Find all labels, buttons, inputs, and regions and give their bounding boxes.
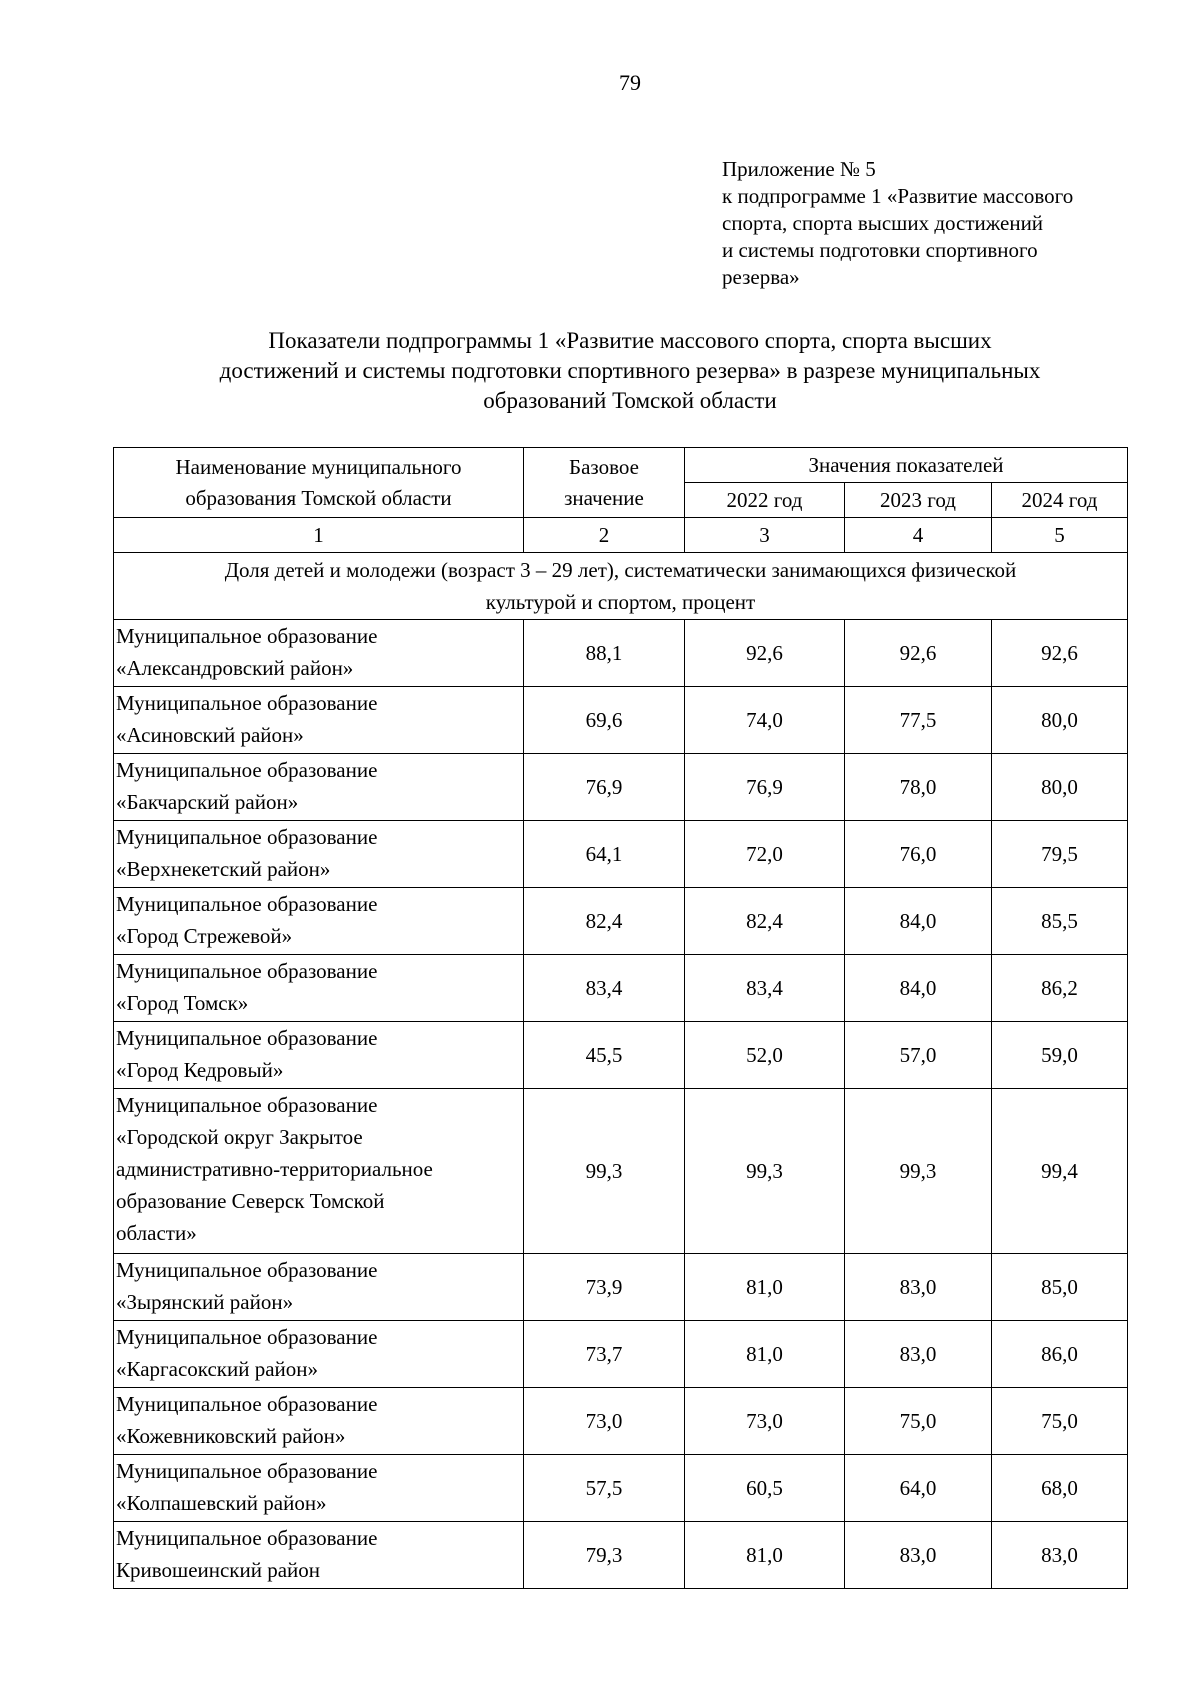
base-value: 82,4 [524, 888, 685, 955]
name-line: Муниципальное образование [116, 691, 378, 715]
column-number: 4 [845, 518, 992, 553]
table-header-row [114, 448, 1128, 483]
value-2022: 99,3 [685, 1089, 845, 1254]
name-line: Муниципальное образование [116, 624, 378, 648]
value-2024: 85,5 [992, 888, 1128, 955]
indicators-table [113, 447, 1128, 1589]
column-number: 3 [685, 518, 845, 553]
value-2022: 81,0 [685, 1321, 845, 1388]
appendix-line: резерва» [722, 265, 800, 289]
name-line: Муниципальное образование [116, 1459, 378, 1483]
base-value: 64,1 [524, 821, 685, 888]
municipality-name [114, 888, 524, 955]
value-2024: 92,6 [992, 620, 1128, 687]
municipality-name [114, 687, 524, 754]
municipality-name [114, 955, 524, 1022]
base-value: 73,0 [524, 1388, 685, 1455]
value-2024: 80,0 [992, 754, 1128, 821]
table-row [114, 1455, 1128, 1522]
value-2022: 73,0 [685, 1388, 845, 1455]
value-2022: 76,9 [685, 754, 845, 821]
value-2022: 72,0 [685, 821, 845, 888]
value-2022: 52,0 [685, 1022, 845, 1089]
section-row [114, 553, 1128, 620]
appendix-line: к подпрограмме 1 «Развитие массового [722, 184, 1074, 208]
value-2022: 81,0 [685, 1254, 845, 1321]
name-line: Муниципальное образование [116, 892, 378, 916]
municipality-name [114, 1089, 524, 1254]
name-line: «Город Томск» [116, 991, 249, 1015]
municipality-name [114, 1388, 524, 1455]
value-2023: 77,5 [845, 687, 992, 754]
name-line: «Александровский район» [116, 656, 354, 680]
table-row [114, 1321, 1128, 1388]
name-line: «Городской округ Закрытое [116, 1125, 363, 1149]
table-row [114, 1022, 1128, 1089]
name-line: области» [116, 1221, 197, 1245]
municipality-name [114, 1455, 524, 1522]
name-line: Муниципальное образование [116, 758, 378, 782]
appendix-line: Приложение № 5 [722, 157, 876, 181]
municipality-name [114, 620, 524, 687]
header-municipality [114, 448, 524, 518]
header-line: Базовое [569, 454, 639, 479]
table-row [114, 888, 1128, 955]
table-row [114, 1089, 1128, 1254]
base-value: 45,5 [524, 1022, 685, 1089]
name-line: «Асиновский район» [116, 723, 304, 747]
value-2023: 83,0 [845, 1522, 992, 1589]
name-line: административно-территориальное [116, 1157, 433, 1181]
table-row [114, 754, 1128, 821]
value-2023: 83,0 [845, 1321, 992, 1388]
page-number: 79 [619, 70, 641, 95]
table-row [114, 1254, 1128, 1321]
municipality-name [114, 1022, 524, 1089]
value-2022: 92,6 [685, 620, 845, 687]
base-value: 76,9 [524, 754, 685, 821]
document-title [110, 326, 1150, 416]
table-row [114, 1388, 1128, 1455]
appendix-line: спорта, спорта высших достижений [722, 211, 1044, 235]
base-value: 79,3 [524, 1522, 685, 1589]
section-title [114, 553, 1128, 620]
base-value: 73,9 [524, 1254, 685, 1321]
column-number: 2 [524, 518, 685, 553]
value-2024: 99,4 [992, 1089, 1128, 1254]
value-2022: 60,5 [685, 1455, 845, 1522]
municipality-name [114, 754, 524, 821]
header-line: значение [564, 485, 644, 510]
name-line: «Верхнекетский район» [116, 857, 331, 881]
name-line: Муниципальное образование [116, 1392, 378, 1416]
name-line: «Город Кедровый» [116, 1058, 284, 1082]
name-line: «Каргасокский район» [116, 1357, 319, 1381]
name-line: Муниципальное образование [116, 1093, 378, 1117]
value-2023: 78,0 [845, 754, 992, 821]
appendix-note [722, 156, 1162, 291]
value-2024: 68,0 [992, 1455, 1128, 1522]
name-line: Муниципальное образование [116, 1258, 378, 1282]
name-line: Муниципальное образование [116, 1325, 378, 1349]
title-line: Показатели подпрограммы 1 «Развитие массового спорта, спорта высших [268, 328, 992, 353]
value-2024: 75,0 [992, 1388, 1128, 1455]
value-2024: 79,5 [992, 821, 1128, 888]
section-line: культурой и спортом, процент [485, 590, 756, 614]
municipality-name [114, 821, 524, 888]
value-2023: 99,3 [845, 1089, 992, 1254]
section-line: Доля детей и молодежи (возраст 3 – 29 лет), систематически занимающихся физической [224, 558, 1017, 582]
table-row [114, 1522, 1128, 1589]
header-line: Наименование муниципального [175, 454, 462, 479]
value-2024: 80,0 [992, 687, 1128, 754]
title-line: достижений и системы подготовки спортивного резерва» в разрезе муниципальных [219, 358, 1041, 383]
appendix-line: и системы подготовки спортивного [722, 238, 1038, 262]
value-2022: 83,4 [685, 955, 845, 1022]
table-row [114, 821, 1128, 888]
value-2023: 64,0 [845, 1455, 992, 1522]
municipality-name [114, 1254, 524, 1321]
base-value: 73,7 [524, 1321, 685, 1388]
name-line: «Кожевниковский район» [116, 1424, 346, 1448]
name-line: образование Северск Томской [116, 1189, 385, 1213]
name-line: «Бакчарский район» [116, 790, 299, 814]
header-base-value [524, 448, 685, 518]
column-number: 5 [992, 518, 1128, 553]
value-2023: 57,0 [845, 1022, 992, 1089]
base-value: 69,6 [524, 687, 685, 754]
value-2023: 84,0 [845, 955, 992, 1022]
value-2024: 59,0 [992, 1022, 1128, 1089]
value-2024: 83,0 [992, 1522, 1128, 1589]
value-2023: 76,0 [845, 821, 992, 888]
column-number-row [114, 518, 1128, 553]
base-value: 83,4 [524, 955, 685, 1022]
name-line: Кривошеинский район [116, 1558, 321, 1582]
table-row [114, 620, 1128, 687]
value-2024: 86,2 [992, 955, 1128, 1022]
name-line: «Город Стрежевой» [116, 924, 293, 948]
table-row [114, 955, 1128, 1022]
column-number: 1 [114, 518, 524, 553]
name-line: Муниципальное образование [116, 825, 378, 849]
table-row [114, 687, 1128, 754]
value-2024: 86,0 [992, 1321, 1128, 1388]
name-line: Муниципальное образование [116, 959, 378, 983]
base-value: 88,1 [524, 620, 685, 687]
base-value: 57,5 [524, 1455, 685, 1522]
header-year-2022: 2022 год [685, 483, 845, 518]
value-2023: 92,6 [845, 620, 992, 687]
title-line: образований Томской области [483, 388, 777, 413]
value-2022: 81,0 [685, 1522, 845, 1589]
municipality-name [114, 1522, 524, 1589]
value-2023: 83,0 [845, 1254, 992, 1321]
header-year-2023: 2023 год [845, 483, 992, 518]
name-line: «Зырянский район» [116, 1290, 294, 1314]
name-line: Муниципальное образование [116, 1026, 378, 1050]
value-2023: 84,0 [845, 888, 992, 955]
header-values-group: Значения показателей [685, 448, 1128, 483]
header-line: образования Томской области [185, 485, 452, 510]
value-2022: 82,4 [685, 888, 845, 955]
name-line: Муниципальное образование [116, 1526, 378, 1550]
base-value: 99,3 [524, 1089, 685, 1254]
value-2024: 85,0 [992, 1254, 1128, 1321]
value-2023: 75,0 [845, 1388, 992, 1455]
name-line: «Колпашевский район» [116, 1491, 327, 1515]
value-2022: 74,0 [685, 687, 845, 754]
municipality-name [114, 1321, 524, 1388]
header-year-2024: 2024 год [992, 483, 1128, 518]
